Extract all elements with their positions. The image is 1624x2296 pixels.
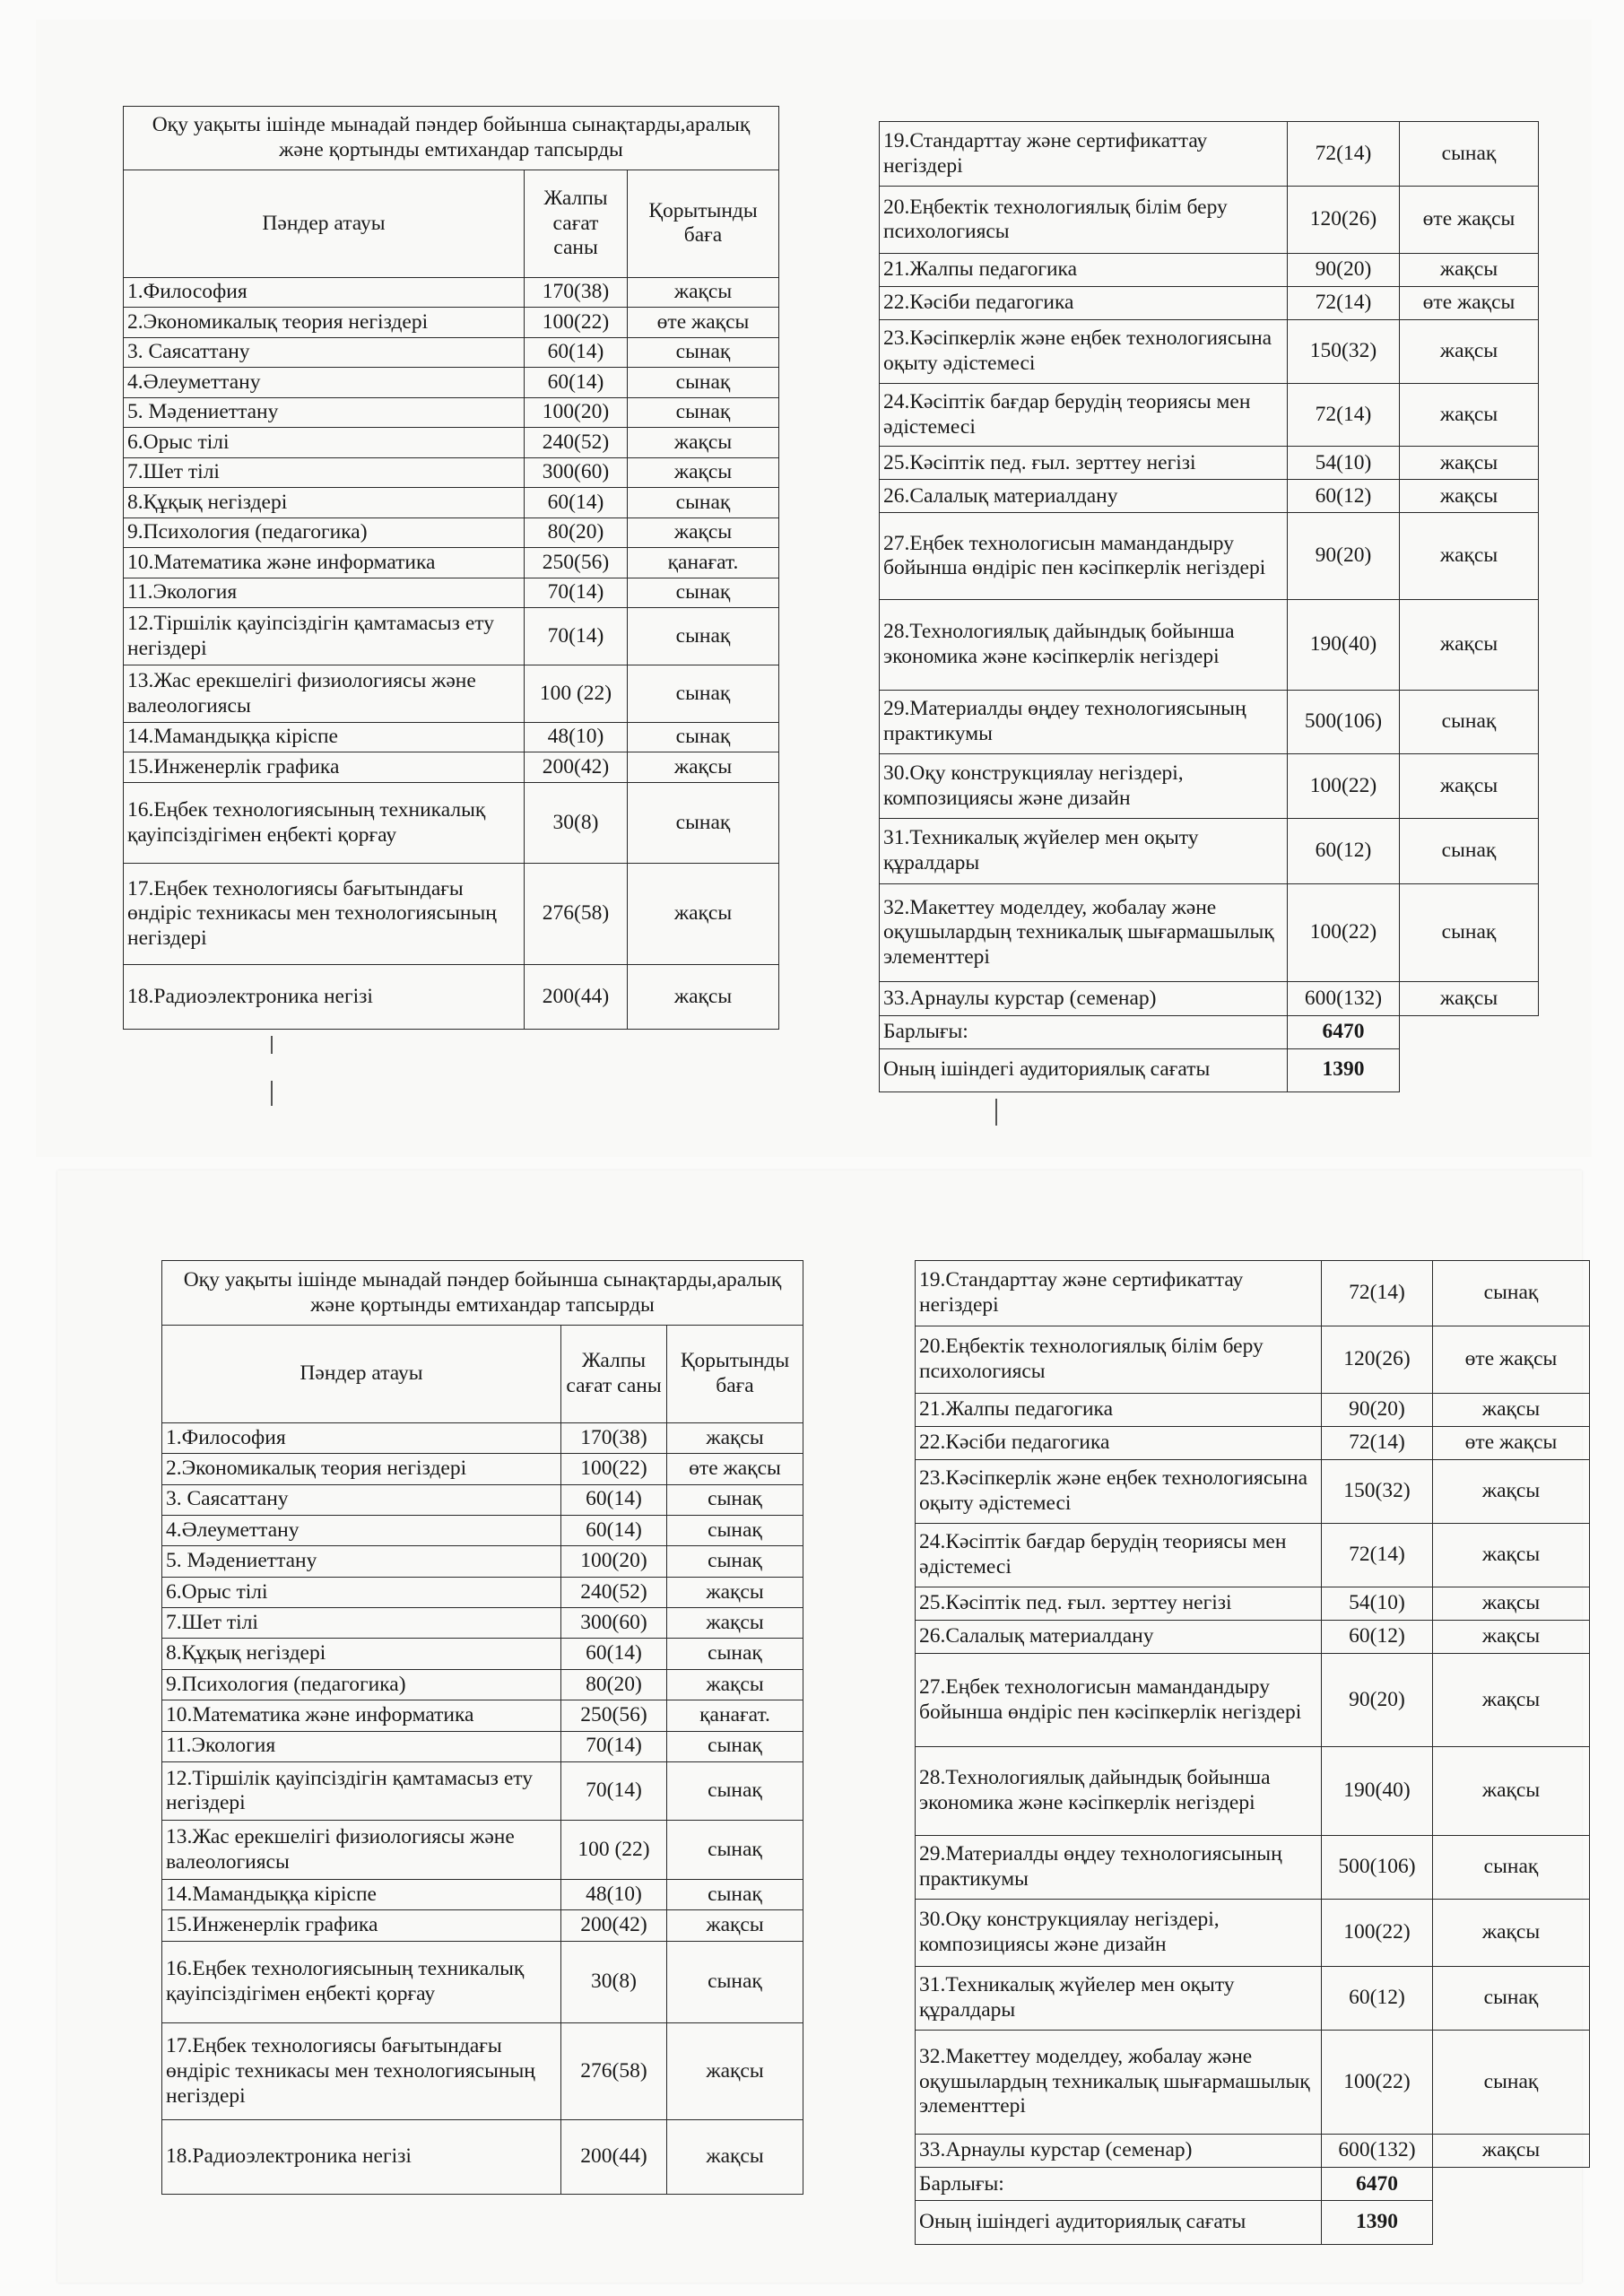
table-row [124,578,779,608]
subject-name: 10.Математика және информатика [124,548,525,578]
grade-value: қанағат. [628,548,779,578]
hours-value: 70(14) [561,1762,667,1821]
grade-value: өте жақсы [1400,187,1539,254]
table-row [880,187,1539,254]
grade-value: сынақ [667,1639,803,1669]
hours-value: 100(22) [525,308,628,338]
hours-value: 90(20) [1322,1393,1433,1426]
grade-value: жақсы [1433,1620,1590,1653]
table-row [916,1393,1590,1426]
total-value: 6470 [1288,1015,1400,1048]
hours-value: 100(20) [525,397,628,428]
hours-value: 500(106) [1288,691,1400,754]
table-row [880,480,1539,513]
grade-value: жақсы [1433,1900,1590,1967]
table-row [124,517,779,548]
table-row [162,1731,803,1761]
grade-value: жақсы [1433,1460,1590,1524]
subject-name: 32.Макеттеу моделдеу, жобалау және оқушылардың техникалық шығармашылық элементтері [916,2030,1322,2134]
hours-value: 150(32) [1288,320,1400,384]
auditory-hours-value: 1390 [1322,2201,1433,2245]
subject-name: 26.Салалық материалдану [880,480,1288,513]
table-row [162,1422,803,1453]
table-row [124,428,779,458]
table-row [162,1639,803,1669]
subject-name: 18.Радиоэлектроника негізі [124,964,525,1029]
grade-value: жақсы [1400,320,1539,384]
subject-name: 7.Шет тілі [124,457,525,488]
hours-value: 60(14) [561,1639,667,1669]
subject-name: 21.Жалпы педагогика [880,254,1288,287]
auditory-hours-row [916,2201,1590,2245]
grade-value: сынақ [1433,1261,1590,1326]
table-row [124,665,779,723]
subject-name: 1.Философия [124,277,525,308]
table-row [124,368,779,398]
grade-value: сынақ [628,722,779,752]
table-row [880,753,1539,818]
table-row [916,1653,1590,1746]
subject-name: 31.Техникалық жүйелер мен оқыту құралдары [916,1967,1322,2031]
grade-value: жақсы [1400,254,1539,287]
grade-value: сынақ [667,1731,803,1761]
grade-value: сынақ [1433,1967,1590,2031]
hours-value: 100(22) [1288,883,1400,982]
table-row [124,964,779,1029]
subject-name: 19.Стандарттау және сертификаттау негіздері [916,1261,1322,1326]
grade-value: сынақ [628,488,779,518]
subject-name: 28.Технологиялық дайындық бойынша экономика және кәсіпкерлік негіздері [916,1747,1322,1836]
hours-value: 100(22) [1322,1900,1433,1967]
auditory-hours-label: Оның ішіндегі аудиториялық сағаты [916,2201,1322,2245]
subject-name: 2.Экономикалық теория негіздері [124,308,525,338]
grade-value: жақсы [628,457,779,488]
total-row [916,2168,1590,2201]
hours-value: 70(14) [525,578,628,608]
hours-value: 200(42) [525,752,628,783]
table-row [880,691,1539,754]
grade-value: сынақ [1400,122,1539,187]
table-row [162,1879,803,1909]
subjects-table-left-bottom [161,1260,803,2195]
subject-name: 6.Орыс тілі [162,1577,561,1607]
subject-name: 16.Еңбек технологиясының техникалық қауіпсіздігімен еңбекті қорғау [162,1941,561,2023]
grade-value: жақсы [667,2023,803,2119]
hours-value: 250(56) [525,548,628,578]
hours-value: 300(60) [525,457,628,488]
hours-value: 170(38) [561,1422,667,1453]
table-row [880,254,1539,287]
subject-name: 11.Экология [124,578,525,608]
subject-name: 14.Мамандыққа кіріспе [124,722,525,752]
grade-value: өте жақсы [1400,287,1539,320]
hours-value: 90(20) [1288,254,1400,287]
table-row [880,122,1539,187]
table-row [162,1577,803,1607]
hours-value: 200(44) [525,964,628,1029]
subject-name: 3. Саясаттану [162,1484,561,1515]
subject-name: 4.Әлеуметтану [162,1515,561,1545]
grade-value: жақсы [1400,982,1539,1015]
table-row [880,447,1539,480]
subject-name: 29.Материалды өңдеу технологиясының практикумы [880,691,1288,754]
subject-name: 24.Кәсіптік бағдар берудің теориясы мен әдістемесі [880,383,1288,447]
subject-name: 9.Психология (педагогика) [162,1669,561,1700]
table-row [916,1620,1590,1653]
total-label: Барлығы: [880,1015,1288,1048]
hours-value: 60(12) [1322,1620,1433,1653]
hours-value: 90(20) [1288,513,1400,600]
hours-value: 100(22) [1288,753,1400,818]
table-row [880,383,1539,447]
subject-name: 15.Инженерлік графика [124,752,525,783]
hours-value: 54(10) [1322,1587,1433,1620]
grade-value: сынақ [1400,819,1539,883]
subject-name: 3. Саясаттану [124,337,525,368]
total-hours-header: Жалпы сағат саны [525,170,628,277]
grade-value: жақсы [628,277,779,308]
grade-value: жақсы [1400,600,1539,691]
grade-value: сынақ [667,1515,803,1545]
hours-value: 60(14) [561,1484,667,1515]
subject-name: 30.Оқу конструкциялау негіздері, композициясы және дизайн [916,1900,1322,1967]
grade-value: сынақ [1433,2030,1590,2134]
hours-value: 100(22) [1322,2030,1433,2134]
table-row [916,1967,1590,2031]
hours-value: 100(22) [561,1454,667,1484]
subject-name: 11.Экология [162,1731,561,1761]
subject-name: 6.Орыс тілі [124,428,525,458]
hours-value: 70(14) [525,608,628,665]
grade-value: жақсы [628,864,779,964]
subject-name: 17.Еңбек технологиясы бағытындағы өндіріс техникасы мен технологиясының негіздері [124,864,525,964]
subject-name: 15.Инженерлік графика [162,1910,561,1941]
table-row [916,2135,1590,2168]
table-row [124,457,779,488]
margin-mark [995,1099,997,1126]
subject-name: 23.Кәсіпкерлік және еңбек технологиясына оқыту әдістемесі [916,1460,1322,1524]
hours-value: 54(10) [1288,447,1400,480]
hours-value: 100 (22) [561,1821,667,1879]
hours-value: 72(14) [1288,383,1400,447]
table-row [162,1454,803,1484]
subject-name: 5. Мәдениеттану [124,397,525,428]
table-row [162,1821,803,1879]
subject-name: 8.Құқық негіздері [162,1639,561,1669]
hours-value: 240(52) [525,428,628,458]
hours-value: 120(26) [1322,1326,1433,1393]
hours-value: 200(42) [561,1910,667,1941]
table-row [162,1700,803,1731]
subject-name-header: Пәндер атауы [124,170,525,277]
table-row [162,1941,803,2023]
grade-value: жақсы [1433,1393,1590,1426]
grade-value: жақсы [667,1910,803,1941]
final-grade-header: Қорытынды баға [628,170,779,277]
table-row [124,277,779,308]
hours-value: 120(26) [1288,187,1400,254]
table-row [162,2023,803,2119]
hours-value: 190(40) [1322,1747,1433,1836]
table-row [916,1900,1590,1967]
margin-mark [271,1081,273,1106]
grade-value: жақсы [1433,1653,1590,1746]
table-row [162,2119,803,2194]
table-title: Оқу уақыты ішінде мынадай пәндер бойынша сынақтарды,аралық және қортынды емтихандар тапсырды [124,107,779,170]
table-row [880,287,1539,320]
grade-value: жақсы [1400,513,1539,600]
subject-name: 22.Кәсіби педагогика [916,1426,1322,1459]
grade-value: жақсы [1433,1523,1590,1587]
grade-value: сынақ [1400,883,1539,982]
hours-value: 100(20) [561,1546,667,1577]
hours-value: 300(60) [561,1608,667,1639]
grade-value: қанағат. [667,1700,803,1731]
grade-value: жақсы [667,1577,803,1607]
hours-value: 60(14) [561,1515,667,1545]
table-row [916,1426,1590,1459]
auditory-hours-value: 1390 [1288,1048,1400,1091]
grade-value: жақсы [1400,480,1539,513]
subject-name: 8.Құқық негіздері [124,488,525,518]
margin-mark [271,1036,273,1054]
hours-value: 72(14) [1322,1261,1433,1326]
grade-value: сынақ [667,1546,803,1577]
total-label: Барлығы: [916,2168,1322,2201]
subject-name: 24.Кәсіптік бағдар берудің теориясы мен әдістемесі [916,1523,1322,1587]
subject-name: 21.Жалпы педагогика [916,1393,1322,1426]
grade-value: сынақ [628,608,779,665]
hours-value: 60(12) [1322,1967,1433,2031]
grade-value: жақсы [1433,1587,1590,1620]
subject-name: 18.Радиоэлектроника негізі [162,2119,561,2194]
table-row [880,982,1539,1015]
grade-value: өте жақсы [667,1454,803,1484]
subject-name: 26.Салалық материалдану [916,1620,1322,1653]
grade-value: сынақ [667,1879,803,1909]
table-row [162,1515,803,1545]
table-row [916,1460,1590,1524]
subject-name: 28.Технологиялық дайындық бойынша экономика және кәсіпкерлік негіздері [880,600,1288,691]
table-row [124,722,779,752]
table-title: Оқу уақыты ішінде мынадай пәндер бойынша сынақтарды,аралық және қортынды емтихандар тапсырды [162,1261,803,1326]
subject-name: 25.Кәсіптік пед. ғыл. зерттеу негізі [880,447,1288,480]
subject-name: 1.Философия [162,1422,561,1453]
grade-value: жақсы [667,1422,803,1453]
table-row [162,1910,803,1941]
subject-name-header: Пәндер атауы [162,1326,561,1423]
grade-value: жақсы [667,2119,803,2194]
subject-name: 2.Экономикалық теория негіздері [162,1454,561,1484]
table-row [162,1546,803,1577]
grade-value: жақсы [628,964,779,1029]
grade-value: жақсы [667,1608,803,1639]
hours-value: 250(56) [561,1700,667,1731]
table-title-row [162,1261,803,1326]
total-hours-header: Жалпы сағат саны [561,1326,667,1423]
hours-value: 72(14) [1322,1523,1433,1587]
hours-value: 80(20) [561,1669,667,1700]
table-row [124,308,779,338]
subject-name: 7.Шет тілі [162,1608,561,1639]
hours-value: 190(40) [1288,600,1400,691]
subject-name: 29.Материалды өңдеу технологиясының практикумы [916,1836,1322,1900]
table-row [880,513,1539,600]
grade-value: сынақ [667,1941,803,2023]
table-header-row [124,170,779,277]
grade-value: сынақ [1400,691,1539,754]
table-row [916,1523,1590,1587]
grade-value: жақсы [1400,383,1539,447]
grade-value: өте жақсы [628,308,779,338]
auditory-hours-label: Оның ішіндегі аудиториялық сағаты [880,1048,1288,1091]
subject-name: 23.Кәсіпкерлік және еңбек технологиясына оқыту әдістемесі [880,320,1288,384]
table-row [162,1762,803,1821]
subject-name: 32.Макеттеу моделдеу, жобалау және оқушылардың техникалық шығармашылық элементтері [880,883,1288,982]
auditory-hours-row [880,1048,1539,1091]
subjects-table-right-top [879,121,1539,1092]
hours-value: 60(14) [525,337,628,368]
subject-name: 27.Еңбек технологисын мамандандыру бойынша өндіріс пен кәсіпкерлік негіздері [880,513,1288,600]
subjects-table-right-bottom [915,1260,1590,2245]
subject-name: 12.Тіршілік қауіпсіздігін қамтамасыз ету негіздері [162,1762,561,1821]
subject-name: 17.Еңбек технологиясы бағытындағы өндіріс техникасы мен технологиясының негіздері [162,2023,561,2119]
subject-name: 13.Жас ерекшелігі физиологиясы және валеологиясы [124,665,525,723]
grade-value: сынақ [667,1484,803,1515]
table-row [916,1836,1590,1900]
table-row [880,819,1539,883]
table-row [124,782,779,864]
hours-value: 48(10) [561,1879,667,1909]
table-row [162,1484,803,1515]
table-row [162,1669,803,1700]
grade-value: жақсы [1400,447,1539,480]
table-row [124,608,779,665]
grade-value: жақсы [628,428,779,458]
grade-value: сынақ [667,1762,803,1821]
hours-value: 60(14) [525,368,628,398]
hours-value: 80(20) [525,517,628,548]
hours-value: 276(58) [525,864,628,964]
table-row [916,2030,1590,2134]
subject-name: 20.Еңбектік технологиялық білім беру психологиясы [916,1326,1322,1393]
subject-name: 12.Тіршілік қауіпсіздігін қамтамасыз ету негіздері [124,608,525,665]
hours-value: 600(132) [1322,2135,1433,2168]
grade-value: жақсы [1433,1747,1590,1836]
hours-value: 100 (22) [525,665,628,723]
hours-value: 60(14) [525,488,628,518]
table-row [916,1261,1590,1326]
subject-name: 5. Мәдениеттану [162,1546,561,1577]
subject-name: 13.Жас ерекшелігі физиологиясы және валеологиясы [162,1821,561,1879]
table-row [162,1608,803,1639]
subject-name: 22.Кәсіби педагогика [880,287,1288,320]
table-row [880,320,1539,384]
subject-name: 30.Оқу конструкциялау негіздері, композициясы және дизайн [880,753,1288,818]
subject-name: 33.Арнаулы курстар (семенар) [880,982,1288,1015]
subject-name: 10.Математика және информатика [162,1700,561,1731]
grade-value: жақсы [628,517,779,548]
hours-value: 90(20) [1322,1653,1433,1746]
grade-value: жақсы [1433,2135,1590,2168]
grade-value: жақсы [628,752,779,783]
total-value: 6470 [1322,2168,1433,2201]
subject-name: 33.Арнаулы курстар (семенар) [916,2135,1322,2168]
grade-value: өте жақсы [1433,1426,1590,1459]
hours-value: 72(14) [1322,1426,1433,1459]
final-grade-header: Қорытынды баға [667,1326,803,1423]
hours-value: 600(132) [1288,982,1400,1015]
subject-name: 25.Кәсіптік пед. ғыл. зерттеу негізі [916,1587,1322,1620]
table-row [916,1326,1590,1393]
table-title-row [124,107,779,170]
grade-value: сынақ [628,397,779,428]
table-row [916,1587,1590,1620]
grade-value: сынақ [628,782,779,864]
table-row [124,337,779,368]
subject-name: 9.Психология (педагогика) [124,517,525,548]
grade-value: жақсы [667,1669,803,1700]
hours-value: 170(38) [525,277,628,308]
table-row [124,488,779,518]
hours-value: 48(10) [525,722,628,752]
hours-value: 60(12) [1288,480,1400,513]
table-row [124,864,779,964]
hours-value: 72(14) [1288,287,1400,320]
grade-value: сынақ [628,337,779,368]
grade-value: сынақ [628,578,779,608]
table-row [124,548,779,578]
subject-name: 4.Әлеуметтану [124,368,525,398]
hours-value: 240(52) [561,1577,667,1607]
grade-value: өте жақсы [1433,1326,1590,1393]
subject-name: 20.Еңбектік технологиялық білім беру психологиясы [880,187,1288,254]
subject-name: 14.Мамандыққа кіріспе [162,1879,561,1909]
table-row [124,397,779,428]
subject-name: 16.Еңбек технологиясының техникалық қауіпсіздігімен еңбекті қорғау [124,782,525,864]
table-row [880,883,1539,982]
hours-value: 30(8) [561,1941,667,2023]
table-row [124,752,779,783]
grade-value: сынақ [628,368,779,398]
table-row [880,600,1539,691]
hours-value: 200(44) [561,2119,667,2194]
subject-name: 31.Техникалық жүйелер мен оқыту құралдары [880,819,1288,883]
total-row [880,1015,1539,1048]
hours-value: 30(8) [525,782,628,864]
hours-value: 276(58) [561,2023,667,2119]
hours-value: 72(14) [1288,122,1400,187]
hours-value: 150(32) [1322,1460,1433,1524]
subject-name: 27.Еңбек технологисын мамандандыру бойынша өндіріс пен кәсіпкерлік негіздері [916,1653,1322,1746]
hours-value: 70(14) [561,1731,667,1761]
table-row [916,1747,1590,1836]
subjects-table-left-top [123,106,779,1030]
table-header-row [162,1326,803,1423]
subject-name: 19.Стандарттау және сертификаттау негіздері [880,122,1288,187]
hours-value: 60(12) [1288,819,1400,883]
grade-value: жақсы [1400,753,1539,818]
hours-value: 500(106) [1322,1836,1433,1900]
grade-value: сынақ [1433,1836,1590,1900]
grade-value: сынақ [667,1821,803,1879]
grade-value: сынақ [628,665,779,723]
